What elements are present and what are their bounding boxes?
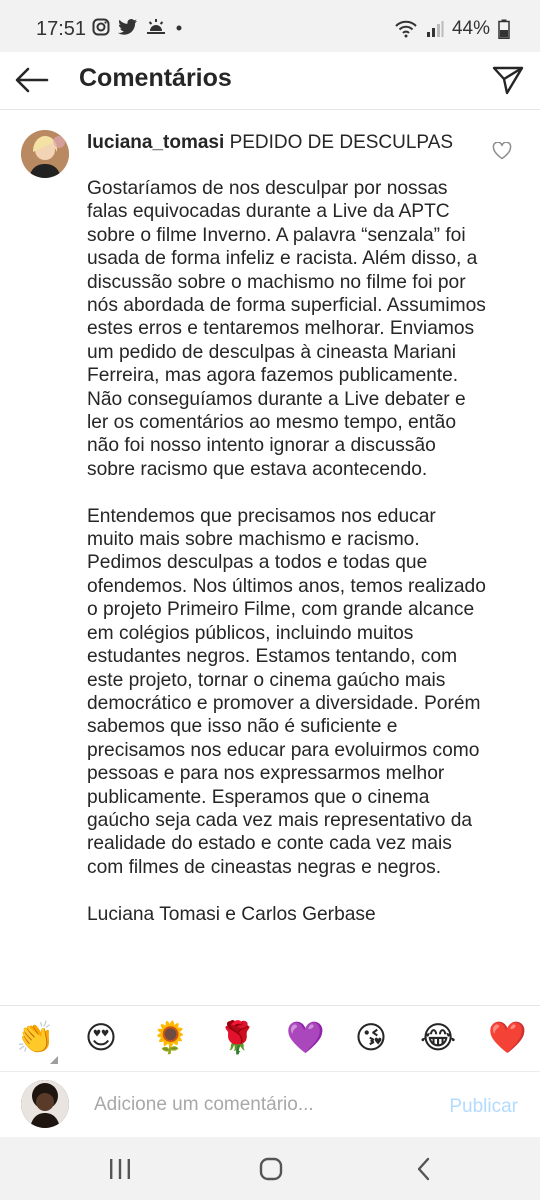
comment-header (87, 132, 453, 154)
battery-icon (498, 19, 510, 39)
comment-paragraph: Gostaríamos de nos desculpar por nossas falas equivocadas durante a Live da APTC sobre o filme Inverno. A palavra “senzala” foi usada de forma infeliz e racista. Além disso, a discussão sobre o machismo no filme foi por nós abordada de forma superficial. Assumimos estes erros e tentaremos melhorar. Enviamos um pedido de desculpas à cineasta Mariani Ferreira, mas agora fazemos publicamente. Não conseguíamos durante a Live debater e ler os comentários ao mesmo tempo, então não foi nosso intento ignorar a discussão sobre racismo que estava acontecendo. (87, 178, 486, 480)
comment-input[interactable] (94, 1094, 414, 1116)
page-title: Comentários (79, 64, 232, 92)
clap-emoji-button[interactable]: 👏 (16, 1020, 55, 1055)
back-button[interactable] (14, 62, 50, 98)
nav-back-button[interactable] (410, 1157, 438, 1181)
rose-emoji-button[interactable]: 🌹 (218, 1020, 257, 1055)
purple-heart-emoji-button[interactable]: 💜 (286, 1020, 325, 1055)
like-button[interactable] (492, 142, 512, 162)
user-photo-icon (21, 1080, 69, 1128)
publish-button[interactable]: Publicar (449, 1096, 518, 1117)
back-icon (416, 1157, 432, 1181)
sunflower-emoji-button[interactable]: 🌻 (151, 1020, 190, 1055)
red-heart-emoji-button[interactable]: ❤️ (488, 1020, 527, 1055)
share-button[interactable] (490, 62, 526, 98)
avatar[interactable] (21, 130, 69, 178)
weather-icon (146, 18, 166, 36)
dot-icon (174, 18, 184, 36)
heart-outline-icon (492, 142, 512, 160)
home-icon (259, 1157, 283, 1181)
system-nav-bar (0, 1137, 540, 1200)
current-user-avatar (21, 1080, 69, 1128)
wifi-icon (394, 20, 418, 38)
status-system-icons (394, 18, 510, 40)
home-button[interactable] (257, 1157, 285, 1181)
recents-button[interactable] (106, 1157, 134, 1181)
comment-composer (0, 1071, 540, 1137)
comment-signature: Luciana Tomasi e Carlos Gerbase (87, 903, 376, 925)
arrow-left-icon (15, 67, 49, 93)
twitter-icon (118, 18, 138, 36)
corner-indicator-icon (50, 1056, 58, 1064)
comment-headline: PEDIDO DE DESCULPAS (229, 132, 454, 153)
user-photo-icon (21, 130, 69, 178)
emoji-reactions-bar (0, 1005, 540, 1071)
battery-percentage: 44% (451, 18, 490, 39)
instagram-icon (92, 18, 110, 36)
status-bar (0, 0, 540, 52)
heart-eyes-emoji-button[interactable]: 😍 (84, 1020, 118, 1055)
status-time: 17:51 (36, 18, 87, 40)
signal-icon (426, 20, 444, 38)
kiss-emoji-button[interactable]: 😘 (354, 1020, 388, 1055)
comment-paragraph: Entendemos que precisamos nos educar muito mais sobre machismo e racismo. Pedimos desculpas a todos e todas que ofendemos. Nos últimos anos, temos realizado o projeto Primeiro Filme, com grande alcance em colégios públicos, incluindo muitos estudantes negros. Estamos tentando, com este projeto, tornar o cinema gaúcho mais democrático e promover a diversidade. Porém sabemos que isso não é suficiente e precisamos nos educar para evoluirmos como pessoas e para nos expressarmos melhor publicamente. Esperamos que o cinema gaúcho seja cada vez mais representativo da realidade do estado e conte cada vez mais com filmes de cineastas negras e negros. (87, 505, 486, 878)
comment-text (87, 177, 487, 949)
status-notification-icons (92, 18, 184, 36)
app-header (0, 52, 540, 110)
username-link[interactable]: luciana_tomasi (87, 132, 225, 153)
laughing-emoji-button[interactable]: 😂 (420, 1020, 457, 1055)
paper-plane-icon (492, 65, 524, 95)
recents-icon (108, 1158, 132, 1180)
